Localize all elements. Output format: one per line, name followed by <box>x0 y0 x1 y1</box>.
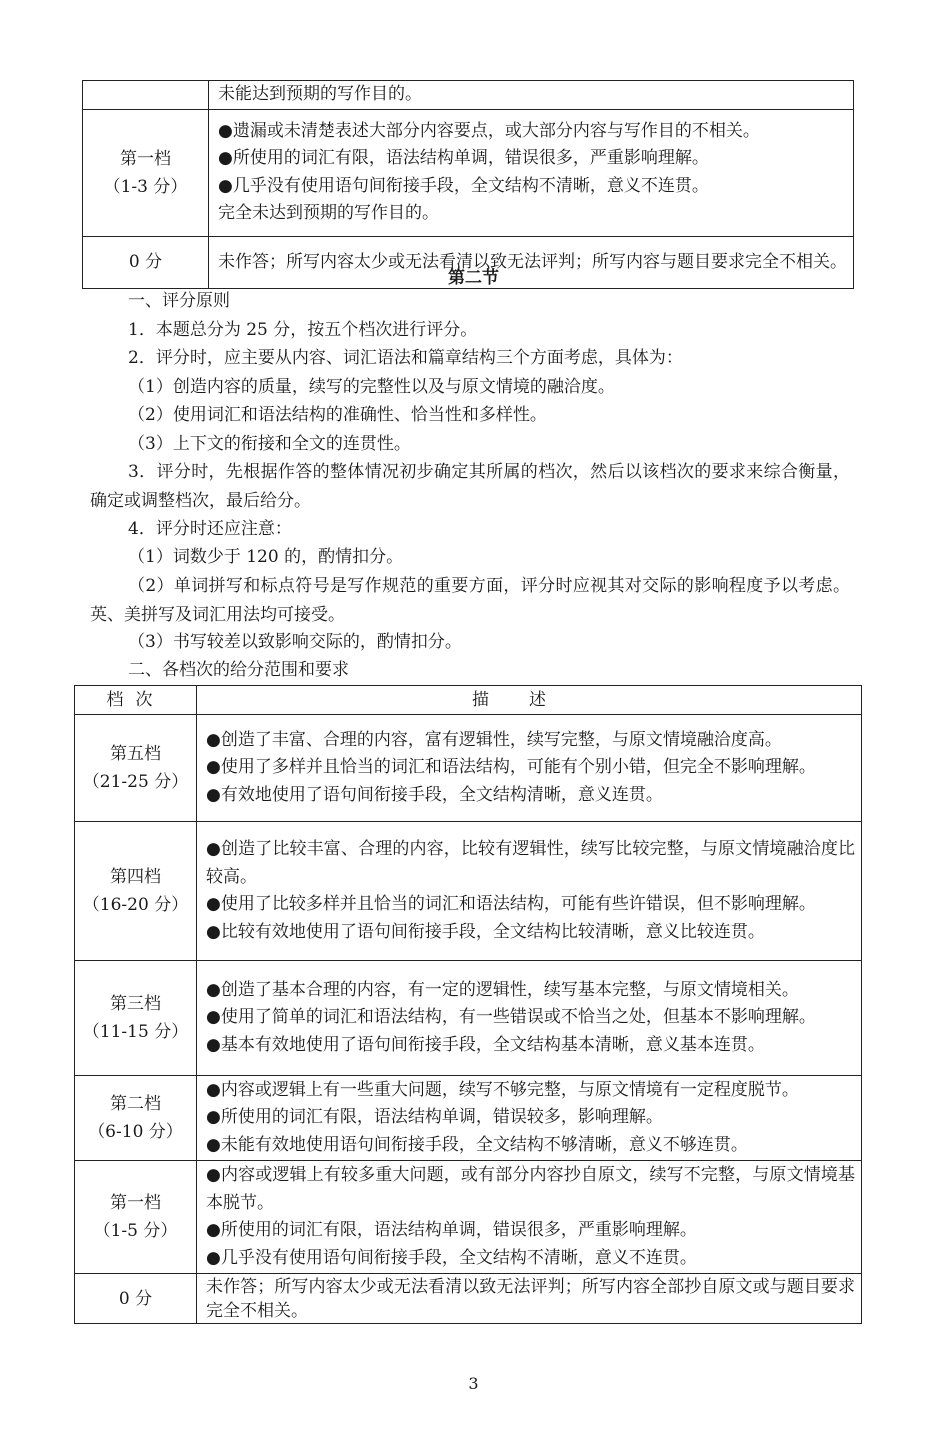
paragraph: （2）单词拼写和标点符号是写作规范的重要方面，评分时应视其对交际的影响程度予以考虑。英、美拼写及词汇用法均可接受。 <box>90 576 850 625</box>
description-line: ●使用了多样并且恰当的词汇和语法结构，可能有个别小错，但完全不影响理解。 <box>206 757 816 778</box>
description-line: ●所使用的词汇有限，语法结构单调，错误较多，影响理解。 <box>206 1107 663 1128</box>
description-line: 完全未达到预期的写作目的。 <box>218 203 439 223</box>
table-row <box>75 961 862 1076</box>
page-number: 3 <box>468 1374 479 1393</box>
level-cell <box>75 1161 197 1274</box>
paragraph: 2．评分时，应主要从内容、词汇语法和篇章结构三个方面考虑，具体为： <box>128 348 683 368</box>
description-line: ●比较有效地使用了语句间衔接手段，全文结构比较清晰，意义比较连贯。 <box>206 921 765 942</box>
level-name: 第二档 <box>110 1094 161 1114</box>
description-line: ●使用了简单的词汇和语法结构，有一些错误或不恰当之处，但基本不影响理解。 <box>206 1007 816 1028</box>
level-cell <box>83 81 209 110</box>
description-line: ●几乎没有使用语句间衔接手段，全文结构不清晰，意义不连贯。 <box>206 1247 697 1268</box>
paragraph: 一、评分原则 <box>128 291 230 311</box>
table-row <box>83 109 854 236</box>
level-name: 第三档 <box>110 994 161 1014</box>
description-line: ●几乎没有使用语句间衔接手段，全文结构不清晰，意义不连贯。 <box>218 175 709 196</box>
description-cell <box>197 1274 862 1324</box>
paragraph: 4．评分时还应注意： <box>128 519 292 539</box>
level-name: 第五档 <box>110 744 161 764</box>
paragraph: （2）使用词汇和语法结构的准确性、恰当性和多样性。 <box>128 405 547 425</box>
main-scoring-table <box>74 685 862 1324</box>
description-line: ●有效地使用了语句间衔接手段，全文结构清晰，意义连贯。 <box>206 784 663 805</box>
table-row <box>83 81 854 110</box>
description-cell <box>197 1161 862 1274</box>
level-cell <box>75 961 197 1076</box>
level-cell <box>83 109 209 236</box>
description-cell <box>209 81 854 110</box>
table-row <box>75 1076 862 1161</box>
level-name: 0 分 <box>118 1288 153 1309</box>
level-range: （6-10 分） <box>88 1122 183 1142</box>
paragraph: （3）书写较差以致影响交际的，酌情扣分。 <box>128 632 462 652</box>
level-name: 第一档 <box>110 1193 161 1213</box>
description-line: ●创造了丰富、合理的内容，富有逻辑性，续写完整，与原文情境融洽度高。 <box>206 729 782 750</box>
paragraph: （1）词数少于 120 的，酌情扣分。 <box>128 547 404 567</box>
level-cell <box>75 822 197 961</box>
paragraph: （1）创造内容的质量，续写的完整性以及与原文情境的融洽度。 <box>128 377 615 397</box>
level-name: 第四档 <box>110 867 161 887</box>
paragraph: （3）上下文的衔接和全文的连贯性。 <box>128 434 411 454</box>
top-scoring-table <box>82 80 854 289</box>
description-line: ●所使用的词汇有限，语法结构单调，错误很多，严重影响理解。 <box>218 148 709 168</box>
header-description: 描述 <box>197 686 862 715</box>
description-line: ●创造了比较丰富、合理的内容，比较有逻辑性，续写比较完整，与原文情境融洽度比较高。 <box>206 839 855 887</box>
table-row <box>75 715 862 822</box>
header-level: 档次 <box>75 686 197 715</box>
paragraph: 二、各档次的给分范围和要求 <box>128 660 349 680</box>
paragraph: 3．评分时，先根据作答的整体情况初步确定其所属的档次，然后以该档次的要求来综合衡量，确定或调整档次，最后给分。 <box>90 462 850 511</box>
level-range: （21-25 分） <box>82 772 189 792</box>
description-cell <box>197 822 862 961</box>
description-line: ●内容或逻辑上有较多重大问题，或有部分内容抄自原文，续写不完整，与原文情境基本脱节。 <box>206 1165 855 1213</box>
description-line: ●创造了基本合理的内容，有一定的逻辑性，续写基本完整，与原文情境相关。 <box>206 979 799 1000</box>
table-row <box>75 1274 862 1324</box>
level-cell <box>75 1076 197 1161</box>
level-name: 第一档 <box>120 148 171 169</box>
description-line: ●内容或逻辑上有一些重大问题，续写不够完整，与原文情境有一定程度脱节。 <box>206 1079 799 1100</box>
description-line: ●使用了比较多样并且恰当的词汇和语法结构，可能有些许错误，但不影响理解。 <box>206 894 816 914</box>
table-row <box>75 822 862 961</box>
description-line: ●未能有效地使用语句间衔接手段，全文结构不够清晰，意义不够连贯。 <box>206 1134 748 1155</box>
level-range: （1-3 分） <box>103 176 188 197</box>
description-line: 未作答；所写内容太少或无法看清以致无法评判；所写内容全部抄自原文或与题目要求完全不相关。 <box>206 1276 855 1321</box>
level-cell <box>75 1274 197 1324</box>
description-cell <box>209 109 854 236</box>
level-range: （1-5 分） <box>93 1221 178 1241</box>
description-line: ●遗漏或未清楚表述大部分内容要点，或大部分内容与写作目的不相关。 <box>218 120 760 141</box>
table-row <box>75 1161 862 1274</box>
description-line: 未能达到预期的写作目的。 <box>218 84 422 104</box>
description-cell <box>197 715 862 822</box>
level-cell <box>75 715 197 822</box>
section-title: 第二节 <box>448 268 499 288</box>
description-line: ●所使用的词汇有限，语法结构单调，错误很多，严重影响理解。 <box>206 1220 697 1240</box>
description-cell <box>197 1076 862 1161</box>
paragraph: 1．本题总分为 25 分，按五个档次进行评分。 <box>128 320 478 340</box>
description-line: 未作答；所写内容太少或无法看清以致无法评判；所写内容与题目要求完全不相关。 <box>218 251 847 272</box>
level-range: （16-20 分） <box>82 895 189 915</box>
table-header-row <box>75 686 862 715</box>
description-line: ●基本有效地使用了语句间衔接手段，全文结构基本清晰，意义基本连贯。 <box>206 1034 765 1055</box>
level-name: 0 分 <box>128 252 163 272</box>
level-range: （11-15 分） <box>82 1022 189 1042</box>
description-cell <box>197 961 862 1076</box>
